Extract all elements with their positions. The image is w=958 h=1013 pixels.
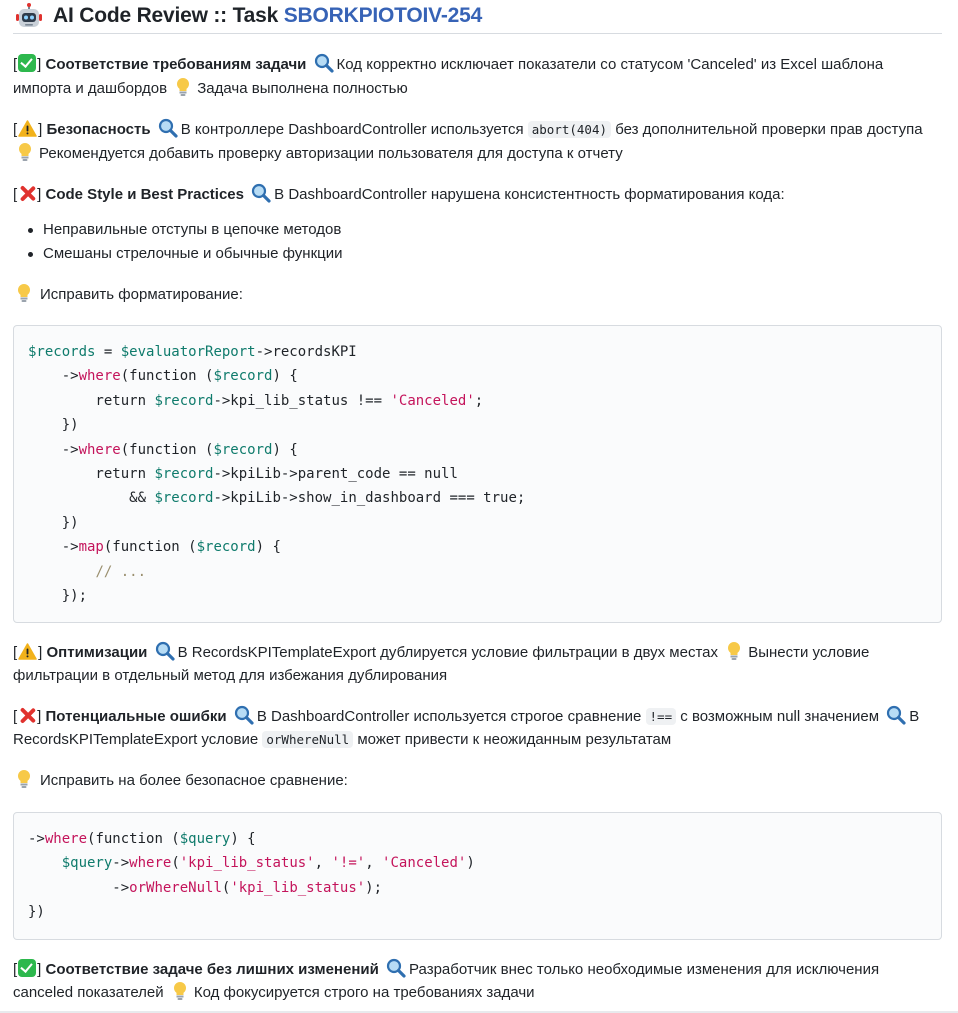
item-tip: Рекомендуется добавить проверку авторизации пользователя для доступа к отчету: [39, 144, 623, 162]
code-token: 'Canceled': [390, 392, 475, 409]
review-item-security: [13, 118, 942, 165]
item-finding: В RecordsKPITemplateExport условие: [13, 708, 920, 748]
code-token: where: [78, 368, 121, 385]
item-finding-tail: без дополнительной проверки прав доступа: [615, 121, 923, 138]
code-token: ->: [112, 855, 130, 872]
item-heading: Соответствие требованиям задачи: [45, 56, 307, 73]
item-tip: Исправить на более безопасное сравнение:: [40, 772, 348, 790]
code-line: [28, 438, 927, 462]
code-block[interactable]: [13, 812, 942, 940]
item-tip: Задача выполнена полностью: [197, 79, 408, 97]
code-line: [28, 462, 927, 486]
code-token: return: [28, 466, 155, 483]
code-token: }): [28, 417, 79, 434]
review-item-optimizations: [13, 641, 942, 687]
code-token: (function (: [87, 830, 180, 847]
item-heading: Code Style и Best Practices: [45, 186, 244, 203]
magnifier-icon: [386, 958, 406, 978]
item-tip: Вынести условие фильтрации в отдельный метод для избежания дублирования: [13, 644, 870, 684]
item-heading: Безопасность: [46, 121, 151, 138]
review-item-code-style: [13, 183, 942, 207]
code-line: [28, 413, 927, 437]
code-token: ->: [28, 539, 79, 556]
code-token: ) {: [230, 830, 256, 847]
lightbulb-icon: [17, 142, 33, 162]
code-token: });: [28, 588, 88, 605]
code-token: [28, 855, 62, 871]
code-token: (function (: [120, 441, 214, 458]
code-token: ,: [314, 855, 332, 872]
magnifier-icon: [155, 641, 175, 661]
check-mark-icon: [18, 54, 36, 72]
code-line: [28, 389, 927, 413]
code-line: [28, 535, 927, 559]
warning-icon: [18, 120, 37, 137]
review-item-scope: [13, 958, 942, 1005]
code-token: (: [171, 855, 180, 872]
code-token: &&: [28, 490, 155, 507]
lightbulb-icon: [726, 641, 742, 661]
code-token: ->recordsKPI: [255, 344, 357, 360]
magnifier-icon: [251, 183, 271, 203]
code-token: $record: [154, 466, 214, 483]
code-token: }): [28, 514, 79, 531]
code-token: where: [78, 441, 121, 458]
lightbulb-icon: [16, 769, 32, 789]
code-line: [28, 851, 927, 875]
bracket-close: ]: [37, 708, 42, 726]
bracket-close: ]: [38, 121, 43, 138]
code-token: '!=': [331, 855, 366, 872]
code-token: (function (: [120, 368, 214, 385]
item-tip: Исправить форматирование:: [40, 285, 243, 303]
code-token: $query: [61, 855, 113, 872]
review-item-potential-errors: [13, 705, 942, 751]
inline-code: orWhereNull: [262, 731, 353, 748]
code-token: ->kpiLib->show_in_dashboard === true;: [213, 490, 526, 507]
code-line: [28, 900, 927, 924]
code-token: ->: [28, 368, 79, 385]
code-token: ->: [28, 441, 79, 458]
magnifier-icon: [234, 705, 254, 725]
code-token: ) {: [272, 368, 298, 385]
bracket-open: [: [13, 708, 18, 726]
item-finding: В DashboardController используется строгое сравнение: [256, 708, 642, 726]
code-token: ) {: [255, 539, 281, 556]
code-token: orWhereNull: [129, 879, 222, 896]
page-title: [53, 5, 482, 28]
code-token: $record: [213, 441, 273, 458]
tip-line: [13, 769, 942, 793]
lightbulb-icon: [16, 283, 32, 303]
code-block[interactable]: [13, 325, 942, 623]
code-token: $record: [196, 539, 256, 556]
inline-code: abort(404): [528, 121, 611, 138]
code-token: (function (: [103, 539, 197, 556]
bracket-open: [: [13, 960, 18, 978]
code-token: [28, 564, 95, 580]
review-header: [13, 0, 942, 34]
magnifier-icon: [158, 118, 178, 138]
item-finding: В DashboardController нарушена консистентность форматирования кода:: [274, 186, 785, 203]
bracket-open: [: [13, 186, 18, 203]
item-finding: В RecordsKPITemplateExport дублируется условие фильтрации в двух местах: [177, 644, 719, 662]
item-heading: Потенциальные ошибки: [45, 708, 227, 726]
bracket-close: ]: [37, 186, 42, 203]
code-token: 'kpi_lib_status': [179, 855, 315, 872]
item-heading: Оптимизации: [46, 644, 148, 662]
bracket-close: ]: [37, 960, 42, 978]
code-token: ->: [28, 830, 45, 847]
code-line: [28, 827, 927, 851]
code-token: ,: [365, 855, 383, 872]
code-token: $record: [213, 368, 273, 385]
code-token: }): [28, 904, 45, 921]
warning-icon: [18, 643, 37, 660]
code-token: ;: [474, 392, 484, 409]
robot-icon: [15, 3, 43, 31]
tip-line: [13, 283, 942, 307]
bracket-close: ]: [38, 644, 43, 662]
code-token: 'kpi_lib_status': [230, 879, 366, 896]
code-token: $record: [154, 490, 214, 507]
item-finding: В контроллере DashboardController используется: [180, 121, 524, 138]
code-token: map: [78, 539, 104, 556]
bracket-open: [: [13, 56, 18, 73]
code-token: 'Canceled': [382, 855, 467, 872]
code-token: where: [129, 855, 172, 872]
item-heading: Соответствие задаче без лишних изменений: [45, 960, 379, 978]
code-line: [28, 560, 927, 584]
item-tip: Код фокусируется строго на требованиях задачи: [193, 984, 535, 1002]
magnifier-icon: [314, 53, 334, 73]
code-line: [28, 511, 927, 535]
bracket-open: [: [13, 644, 18, 662]
code-token: ) {: [272, 441, 298, 458]
code-token: $records: [28, 344, 96, 360]
item-finding-tail: с возможным null значением: [680, 708, 880, 726]
cross-mark-icon: [18, 184, 36, 202]
code-line: [28, 584, 927, 608]
code-token: // ...: [95, 563, 147, 580]
code-line: [28, 876, 927, 900]
code-token: where: [44, 830, 88, 847]
bracket-open: [: [13, 121, 18, 138]
review-item-requirements: [13, 53, 942, 100]
bracket-close: ]: [37, 56, 42, 73]
check-mark-icon: [18, 959, 36, 977]
code-token: $query: [179, 830, 231, 847]
code-line: [28, 364, 927, 388]
list-item: Неправильные отступы в цепочке методов: [43, 219, 942, 241]
title-prefix: AI Code Review :: Task: [53, 4, 279, 28]
code-token: );: [365, 879, 383, 896]
code-token: ->kpiLib->parent_code == null: [213, 466, 458, 483]
code-token: $record: [154, 392, 214, 409]
code-token: ): [466, 855, 475, 872]
issue-list: [13, 219, 942, 265]
code-token: =: [95, 344, 121, 360]
code-token: ->kpi_lib_status !==: [213, 392, 391, 409]
code-token: return: [28, 392, 155, 409]
code-token: $evaluatorReport: [120, 344, 256, 360]
list-item: Смешаны стрелочные и обычные функции: [43, 243, 942, 265]
magnifier-icon: [886, 705, 906, 725]
item-finding: Разработчик внес только необходимые изменения для исключения canceled показателей: [13, 960, 880, 1002]
code-token: (: [221, 879, 231, 896]
inline-code: !==: [646, 708, 677, 725]
lightbulb-icon: [172, 981, 188, 1001]
code-line: [28, 340, 927, 364]
code-line: [28, 486, 927, 510]
item-finding: Код корректно исключает показатели со статусом 'Canceled' из Excel шаблона импорта и дашбордов: [13, 56, 884, 97]
item-finding-tail: может привести к неожиданным результатам: [357, 730, 672, 748]
task-id-link[interactable]: SBORKPIOTOIV-254: [283, 4, 483, 28]
code-token: ->: [28, 879, 130, 896]
cross-mark-icon: [18, 706, 36, 724]
lightbulb-icon: [175, 77, 191, 97]
